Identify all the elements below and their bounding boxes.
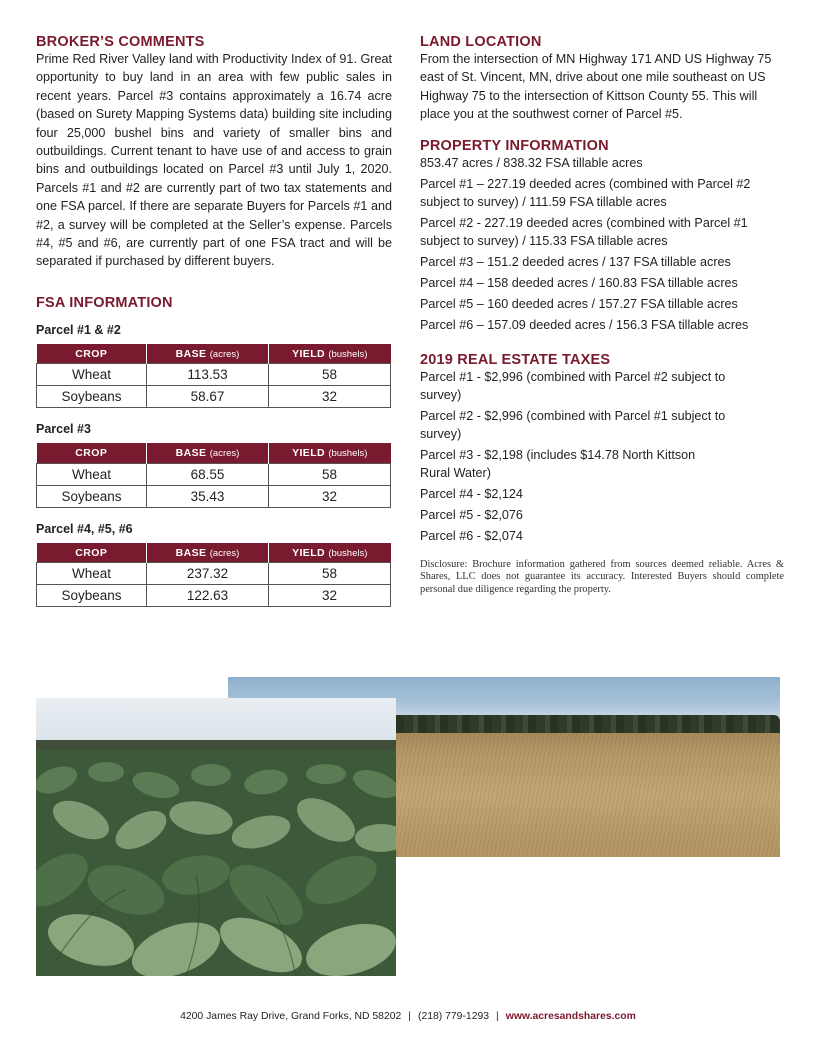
table-row — [37, 585, 391, 607]
base-cell: 122.63 — [147, 585, 269, 607]
column-header-yield — [269, 543, 391, 563]
column-header-base — [147, 443, 269, 463]
table-row — [37, 364, 391, 386]
table-header-row — [37, 543, 391, 563]
column-header-crop: CROP — [37, 344, 147, 364]
yield-cell: 32 — [269, 386, 391, 408]
column-header-base — [147, 344, 269, 364]
column-header-yield-label: YIELD — [292, 347, 325, 360]
footer-website-link[interactable]: www.acresandshares.com — [505, 1011, 636, 1022]
land-location-heading: LAND LOCATION — [420, 34, 542, 50]
fsa-information-heading: FSA INFORMATION — [36, 294, 173, 311]
base-cell: 68.55 — [147, 463, 269, 485]
footer-separator: | — [408, 1011, 411, 1022]
land-location-text: From the intersection of MN Highway 171 AND US Highway 75 east of St. Vincent, MN, drive about one mile southeast on US Highway 75 to the intersection of Kittson County 55. This will place you at the southwest corner of Parcel #5. — [420, 52, 772, 122]
broker-comments-heading: BROKER’S COMMENTS — [36, 34, 205, 50]
soybean-leaves — [36, 750, 396, 976]
column-header-yield — [269, 344, 391, 364]
tax-line: Parcel #6 - $2,074 — [420, 528, 523, 543]
right-column — [420, 34, 784, 596]
column-header-yield-label: YIELD — [292, 447, 325, 460]
footer-address: 4200 James Ray Drive, Grand Forks, ND 58202 — [180, 1011, 402, 1022]
fsa-table — [36, 443, 391, 508]
yield-cell: 58 — [269, 563, 391, 585]
base-cell: 58.67 — [147, 386, 269, 408]
property-line: Parcel #6 – 157.09 deeded acres / 156.3 FSA tillable acres — [420, 317, 749, 332]
crop-cell: Soybeans — [37, 585, 147, 607]
base-cell: 35.43 — [147, 485, 269, 507]
fsa-group-parcel-1-2 — [36, 323, 392, 409]
soybean-field-photo — [36, 698, 396, 976]
fsa-group-label: Parcel #3 — [36, 422, 91, 437]
property-line: Parcel #5 – 160 deeded acres / 157.27 FSA tillable acres — [420, 296, 738, 311]
crop-cell: Wheat — [37, 563, 147, 585]
crop-cell: Soybeans — [37, 485, 147, 507]
table-header-row — [37, 443, 391, 463]
fsa-table — [36, 344, 391, 409]
table-row — [37, 563, 391, 585]
tax-line: Parcel #5 - $2,076 — [420, 507, 523, 522]
left-column — [36, 34, 392, 607]
crop-cell: Wheat — [37, 463, 147, 485]
fsa-group-label: Parcel #4, #5, #6 — [36, 521, 133, 536]
crop-cell: Wheat — [37, 364, 147, 386]
column-header-base-label: BASE — [175, 447, 207, 460]
yield-cell: 32 — [269, 585, 391, 607]
column-header-yield-label: YIELD — [292, 546, 325, 559]
disclosure-text: Disclosure: Brochure information gathered from sources deemed reliable. Acres & Shares, LLC does not guarantee its accuracy. Interested Buyers should complete personal due diligence regarding the property. — [420, 558, 784, 595]
table-row — [37, 485, 391, 507]
column-header-base-label: BASE — [175, 347, 207, 360]
column-header-yield-unit: (bushels) — [328, 547, 368, 559]
column-header-crop: CROP — [37, 543, 147, 563]
property-line: Parcel #1 – 227.19 deeded acres (combined with Parcel #2 subject to survey) / 111.59 FSA tillable acres — [420, 176, 751, 209]
column-header-yield-unit: (bushels) — [328, 448, 368, 460]
crop-cell: Soybeans — [37, 386, 147, 408]
property-information-heading: PROPERTY INFORMATION — [420, 137, 609, 154]
table-header-row — [37, 344, 391, 364]
yield-cell: 32 — [269, 485, 391, 507]
broker-comments-text: Prime Red River Valley land with Productivity Index of 91. Great opportunity to buy land in an area with few public sales in recent years. Parcel #3 contains approximately a 16.74 acre (based on Surety Mapping Systems data) building site including four 25,000 bushel bins and variety of smaller bins and outbuildings. Current tenant to have use of and access to grain bins and outbuildings located on Parcel #3 until July 1, 2020. Parcels #1 and #2 are currently part of two tax statements and one FSA parcel. If there are separate Buyers for Parcels #1 and #2, a survey will be completed at the Seller’s expense. Parcels #4, #5 and #6, are currently part of one FSA tract and will be separated if purchased by different buyers. — [36, 52, 392, 269]
fsa-group-label: Parcel #1 & #2 — [36, 322, 121, 337]
table-row — [37, 463, 391, 485]
property-line: 853.47 acres / 838.32 FSA tillable acres — [420, 155, 643, 170]
column-header-yield — [269, 443, 391, 463]
column-header-base-label: BASE — [175, 546, 207, 559]
base-cell: 237.32 — [147, 563, 269, 585]
yield-cell: 58 — [269, 364, 391, 386]
column-header-crop: CROP — [37, 443, 147, 463]
table-row — [37, 386, 391, 408]
tax-line: Parcel #1 - $2,996 (combined with Parcel #2 subject to survey) — [420, 369, 726, 402]
tax-line: Parcel #3 - $2,198 (includes $14.78 North Kittson Rural Water) — [420, 447, 696, 480]
column-header-base-unit: (acres) — [209, 348, 240, 360]
column-header-yield-unit: (bushels) — [328, 348, 368, 360]
fsa-group-parcel-3 — [36, 422, 392, 508]
column-header-base — [147, 543, 269, 563]
property-line: Parcel #4 – 158 deeded acres / 160.83 FSA tillable acres — [420, 275, 738, 290]
real-estate-taxes-heading: 2019 REAL ESTATE TAXES — [420, 351, 611, 368]
fsa-table — [36, 543, 391, 608]
property-line: Parcel #3 – 151.2 deeded acres / 137 FSA tillable acres — [420, 254, 731, 269]
yield-cell: 58 — [269, 463, 391, 485]
footer — [0, 1011, 816, 1022]
base-cell: 113.53 — [147, 364, 269, 386]
footer-phone: (218) 779-1293 — [417, 1011, 490, 1022]
column-header-base-unit: (acres) — [209, 547, 240, 559]
tax-line: Parcel #2 - $2,996 (combined with Parcel #1 subject to survey) — [420, 408, 726, 441]
column-header-base-unit: (acres) — [209, 448, 240, 460]
tax-line: Parcel #4 - $2,124 — [420, 486, 523, 501]
footer-separator: | — [496, 1011, 499, 1022]
fsa-group-parcel-4-5-6 — [36, 522, 392, 608]
property-line: Parcel #2 - 227.19 deeded acres (combined with Parcel #1 subject to survey) / 115.33 FSA tillable acres — [420, 215, 748, 248]
